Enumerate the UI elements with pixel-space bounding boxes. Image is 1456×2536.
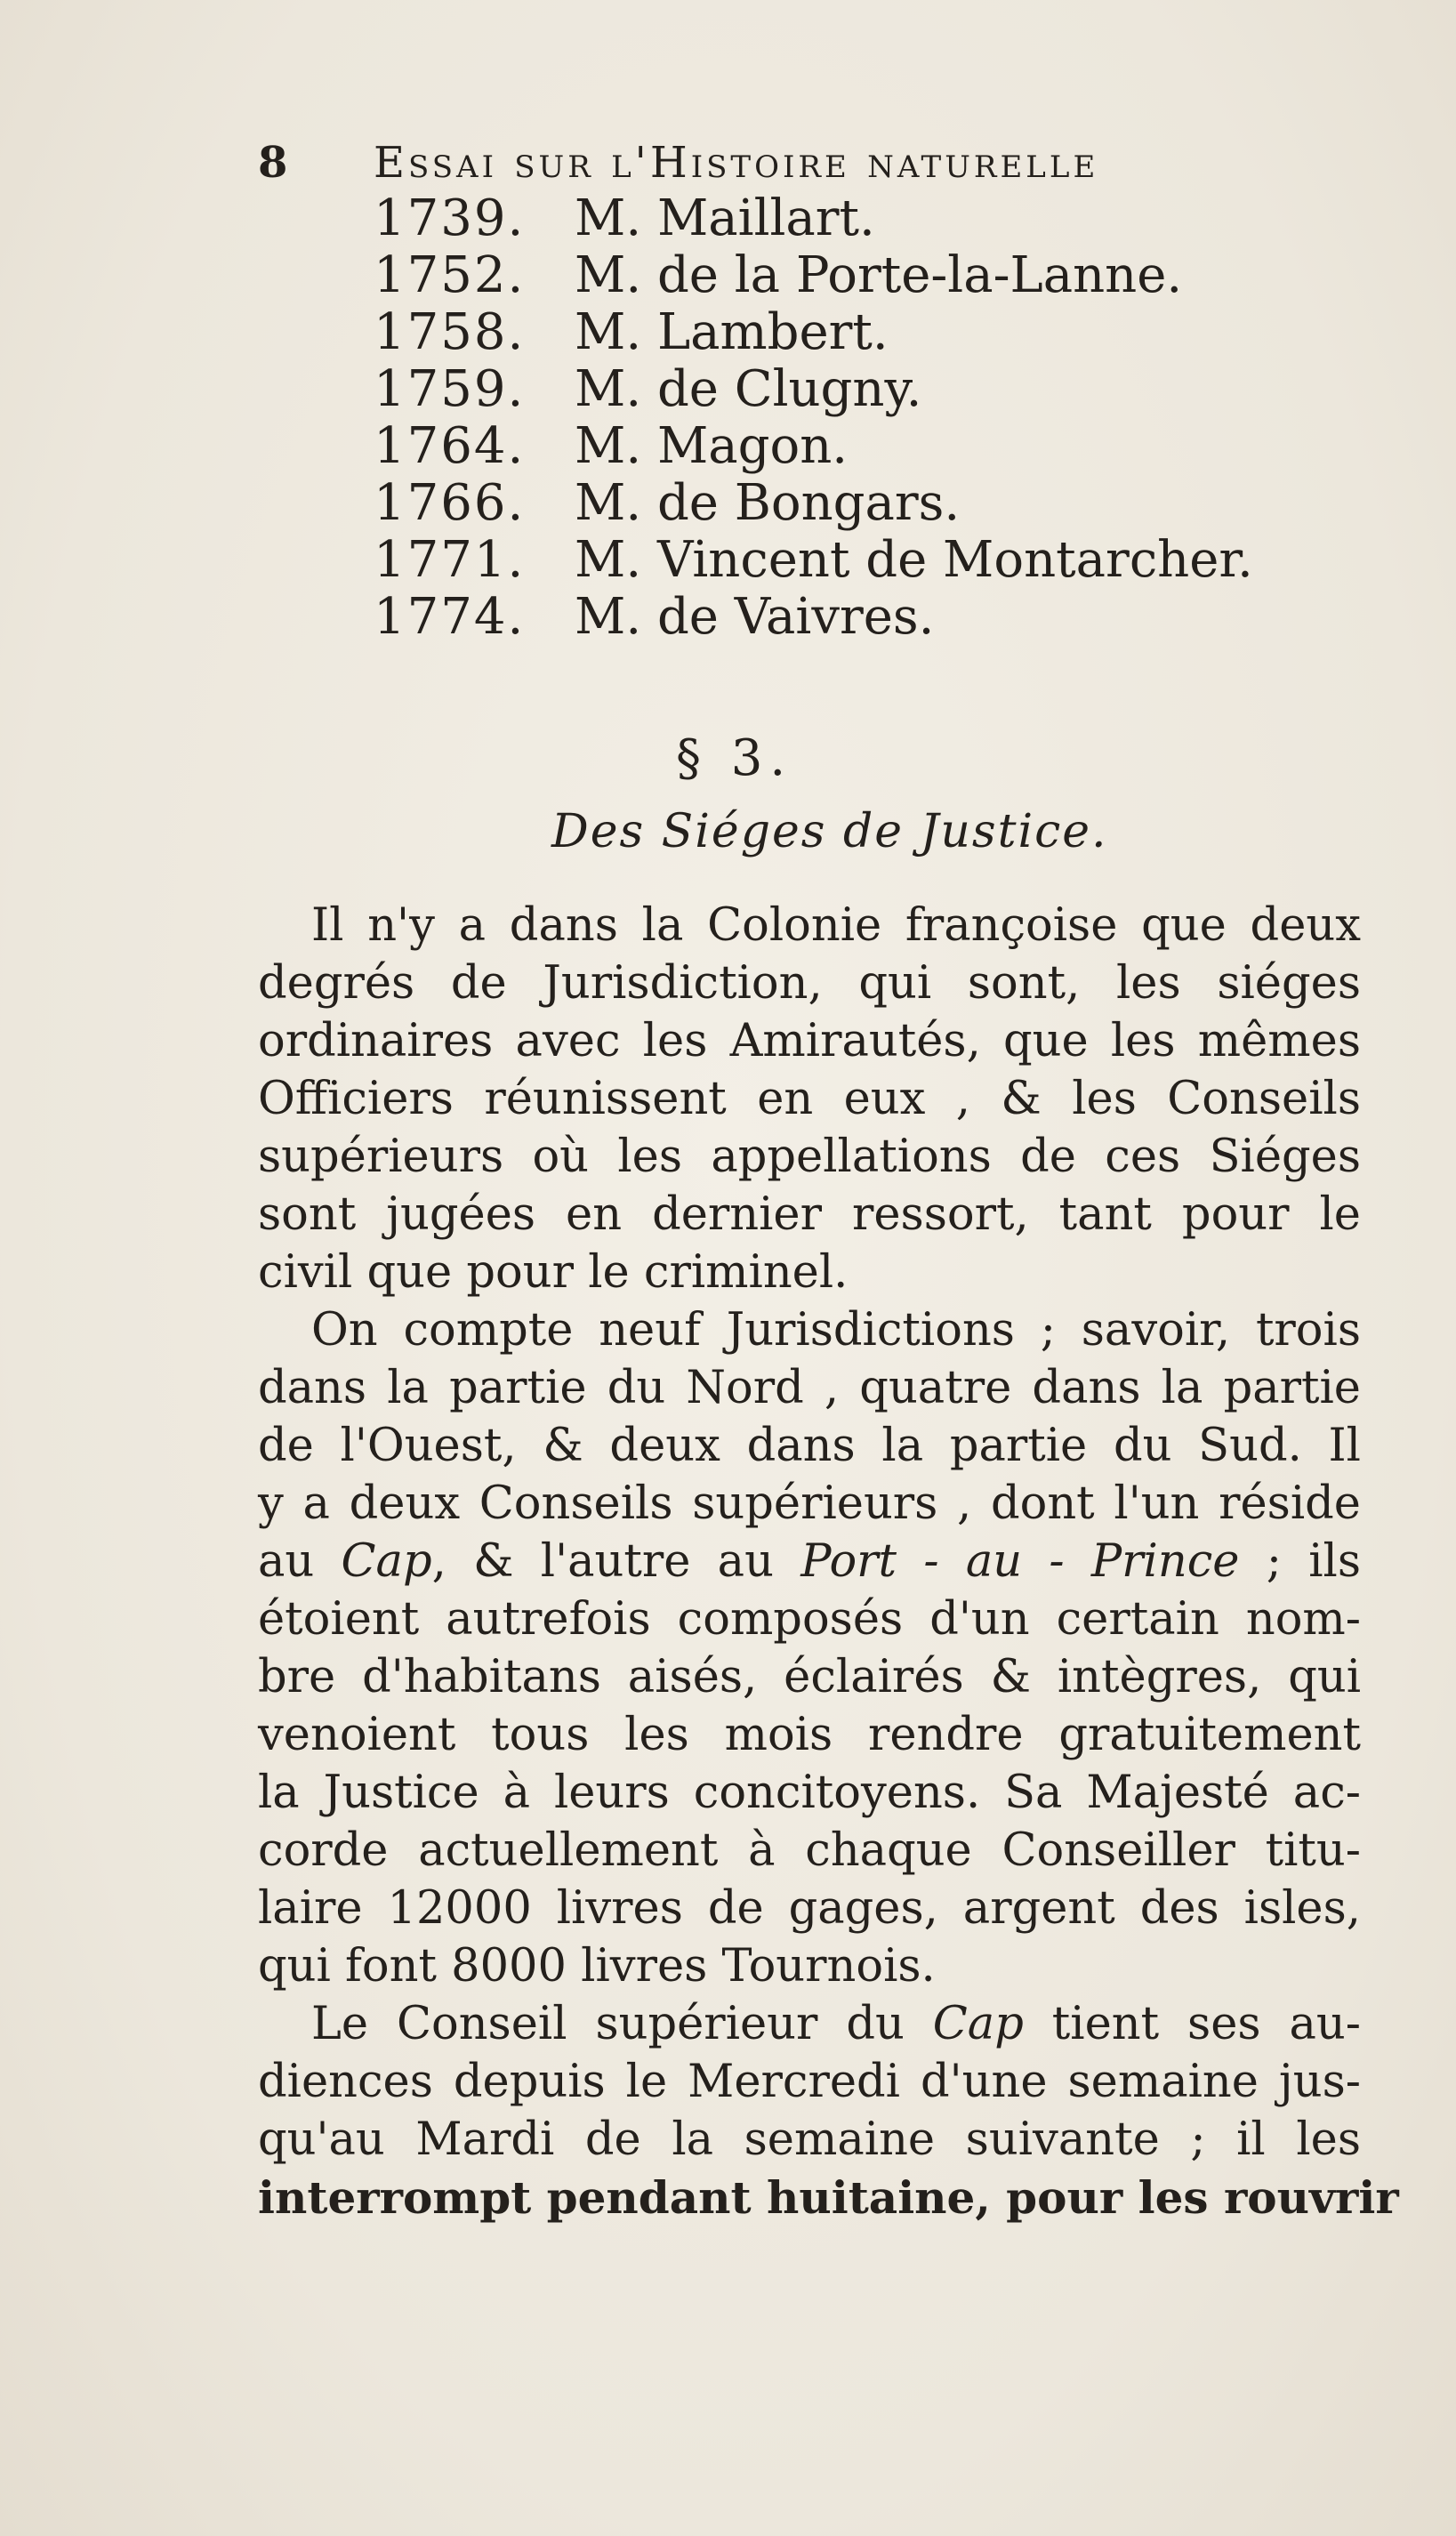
list-year: 1759. — [374, 360, 526, 418]
page-number: 8 — [258, 138, 292, 188]
text-fragment: , & l'autre au — [431, 1535, 801, 1588]
text-line: étoient autrefois composés d'un certain nom- — [258, 1593, 1361, 1646]
text-line — [258, 1995, 1361, 2053]
text-line: qui font 8000 livres Tournois. — [258, 1940, 936, 1993]
text-line: laire 12000 livres de gages, argent des isles, — [258, 1882, 1361, 1935]
list-item — [374, 247, 1352, 304]
text-line: ordinaires avec les Amirautés, que les mêmes — [258, 1015, 1361, 1067]
text-line: la Justice à leurs concitoyens. Sa Majesté ac- — [258, 1767, 1361, 1819]
text-line: Il n'y a dans la Colonie françoise que deux — [311, 899, 1361, 952]
place-name-cap: Cap — [932, 1998, 1024, 2050]
text-line: bre d'habitans aisés, éclairés & intègres, qui — [258, 1651, 1361, 1703]
list-year: 1774. — [374, 588, 526, 646]
list-name: M. Vincent de Montarcher. — [575, 531, 1253, 589]
text-line: supérieurs où les appellations de ces Siéges — [258, 1131, 1361, 1183]
text-line: diences depuis le Mercredi d'une semaine jus- — [258, 2056, 1361, 2108]
list-name: M. Lambert. — [575, 303, 889, 361]
text-line: y a deux Conseils supérieurs , dont l'un réside — [258, 1477, 1361, 1530]
list-item — [374, 304, 1352, 361]
list-item — [374, 532, 1352, 589]
text-fragment: tient ses au- — [1023, 1998, 1361, 2050]
list-item — [374, 589, 1352, 646]
text-fragment: ; ils — [1239, 1535, 1361, 1588]
section-number: § 3. — [676, 729, 793, 787]
list-name: M. de la Porte-la-Lanne. — [575, 246, 1183, 304]
text-line: de l'Ouest, & deux dans la partie du Sud. Il — [258, 1420, 1361, 1472]
list-year: 1766. — [374, 474, 526, 532]
list-name: M. Magon. — [575, 417, 849, 475]
text-line: venoient tous les mois rendre gratuitement — [258, 1709, 1361, 1761]
text-line: On compte neuf Jurisdictions ; savoir, trois — [311, 1304, 1361, 1357]
text-line: sont jugées en dernier ressort, tant pour le — [258, 1188, 1361, 1241]
text-line — [258, 1533, 1361, 1590]
section-title: Des Siéges de Justice. — [551, 805, 1108, 858]
list-name: M. Maillart. — [575, 189, 875, 247]
text-line: corde actuellement à chaque Conseiller titu- — [258, 1824, 1361, 1877]
text-line: interrompt pendant huitaine, pour les rouvrir — [258, 2171, 1399, 2224]
list-name: M. de Bongars. — [575, 474, 961, 532]
text-line: qu'au Mardi de la semaine suivante ; il les — [258, 2113, 1361, 2166]
governor-list — [374, 190, 1352, 646]
list-name: M. de Clugny. — [575, 360, 922, 418]
list-year: 1758. — [374, 303, 526, 361]
place-name-cap: Cap — [341, 1535, 432, 1588]
text-line: degrés de Jurisdiction, qui sont, les siéges — [258, 957, 1361, 1010]
list-year: 1771. — [374, 531, 526, 589]
list-item — [374, 190, 1352, 247]
list-year: 1764. — [374, 417, 526, 475]
list-item — [374, 361, 1352, 418]
text-fragment: Le Conseil supérieur du — [311, 1998, 933, 2050]
running-title: Essai sur l'Histoire naturelle — [374, 138, 1099, 188]
list-year: 1752. — [374, 246, 526, 304]
list-name: M. de Vaivres. — [575, 588, 935, 646]
body-text — [258, 897, 1399, 2226]
text-line: civil que pour le criminel. — [258, 1246, 849, 1299]
list-item — [374, 418, 1352, 475]
text-line: Officiers réunissent en eux , & les Conseils — [258, 1073, 1361, 1125]
list-item — [374, 475, 1352, 532]
text-line: dans la partie du Nord , quatre dans la partie — [258, 1362, 1361, 1414]
text-fragment: au — [258, 1535, 342, 1588]
list-year: 1739. — [374, 189, 526, 247]
place-name-port-au-prince: Port - au - Prince — [800, 1535, 1240, 1588]
